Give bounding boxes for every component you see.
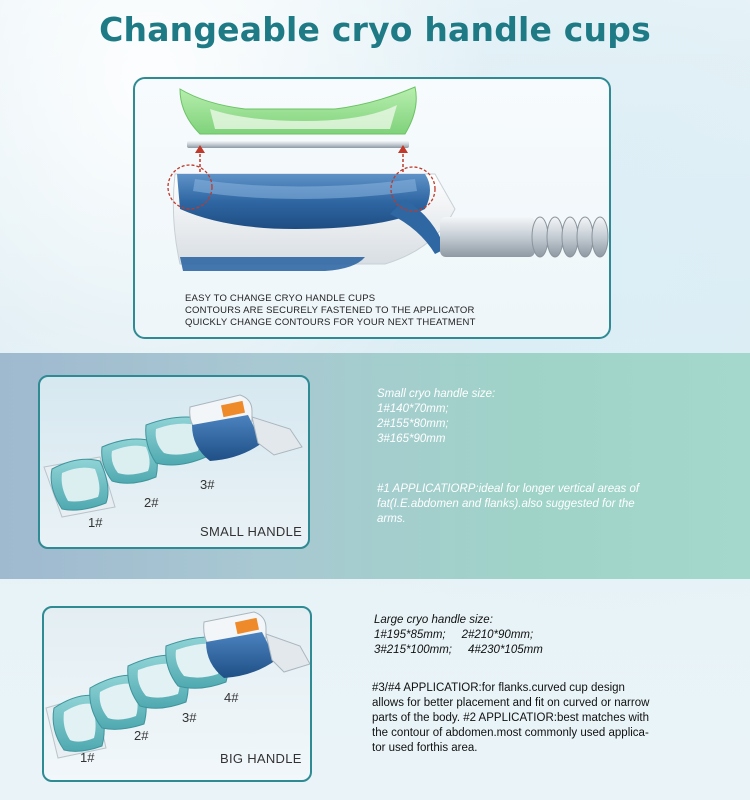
caption-line: QUICKLY CHANGE CONTOURS FOR YOUR NEXT THEATMENT	[185, 317, 476, 328]
sizes-heading: Large cryo handle size:	[374, 614, 493, 626]
big-handle-panel	[42, 606, 312, 782]
cup-number: 2#	[144, 495, 159, 510]
page-title: Changeable cryo handle cups	[99, 10, 651, 49]
size-item: 3#165*90mm	[377, 433, 446, 445]
small-handle-label: SMALL HANDLE	[200, 524, 303, 539]
sizes-heading: Small cryo handle size:	[377, 388, 496, 400]
caption-line: CONTOURS ARE SECURELY FASTENED TO THE APPLICATOR	[185, 305, 475, 316]
small-handle-sizes	[377, 387, 495, 447]
small-handle-application	[377, 482, 677, 527]
size-row: 3#215*100mm; 4#230*105mm	[374, 644, 543, 656]
size-row: 1#195*85mm; 2#210*90mm;	[374, 629, 534, 641]
large-handle-sizes	[374, 613, 543, 658]
big-handle-label: BIG HANDLE	[220, 751, 302, 766]
cup-change-panel	[133, 77, 611, 339]
cup-number: 1#	[88, 515, 103, 530]
cup-number: 1#	[80, 750, 95, 765]
cup-number: 2#	[134, 728, 149, 743]
cup-number: 3#	[182, 710, 197, 725]
application-line: fat(I.E.abdomen and flanks).also suggested for the	[377, 498, 635, 510]
cup-number: 4#	[224, 690, 239, 705]
application-line: tor used forthis area.	[372, 742, 478, 754]
caption-line: EASY TO CHANGE CRYO HANDLE CUPS	[185, 293, 376, 304]
application-line: parts of the body. #2 APPLICATIOR:best matches with	[372, 712, 649, 724]
cup-change-captions	[185, 293, 476, 329]
size-item: 1#140*70mm;	[377, 403, 449, 415]
application-line: #1 APPLICATIORP:ideal for longer vertical areas of	[377, 483, 640, 495]
application-line: allows for better placement and fit on curved or narrow	[372, 697, 650, 709]
application-line: the contour of abdomen.most commonly used applica-	[372, 727, 649, 739]
size-item: 2#155*80mm;	[377, 418, 449, 430]
application-line: #3/#4 APPLICATIOR:for flanks.curved cup design	[372, 682, 625, 694]
cup-number: 3#	[200, 477, 215, 492]
small-handle-panel	[38, 375, 310, 549]
large-handle-application	[372, 681, 649, 756]
application-line: arms.	[377, 513, 406, 525]
